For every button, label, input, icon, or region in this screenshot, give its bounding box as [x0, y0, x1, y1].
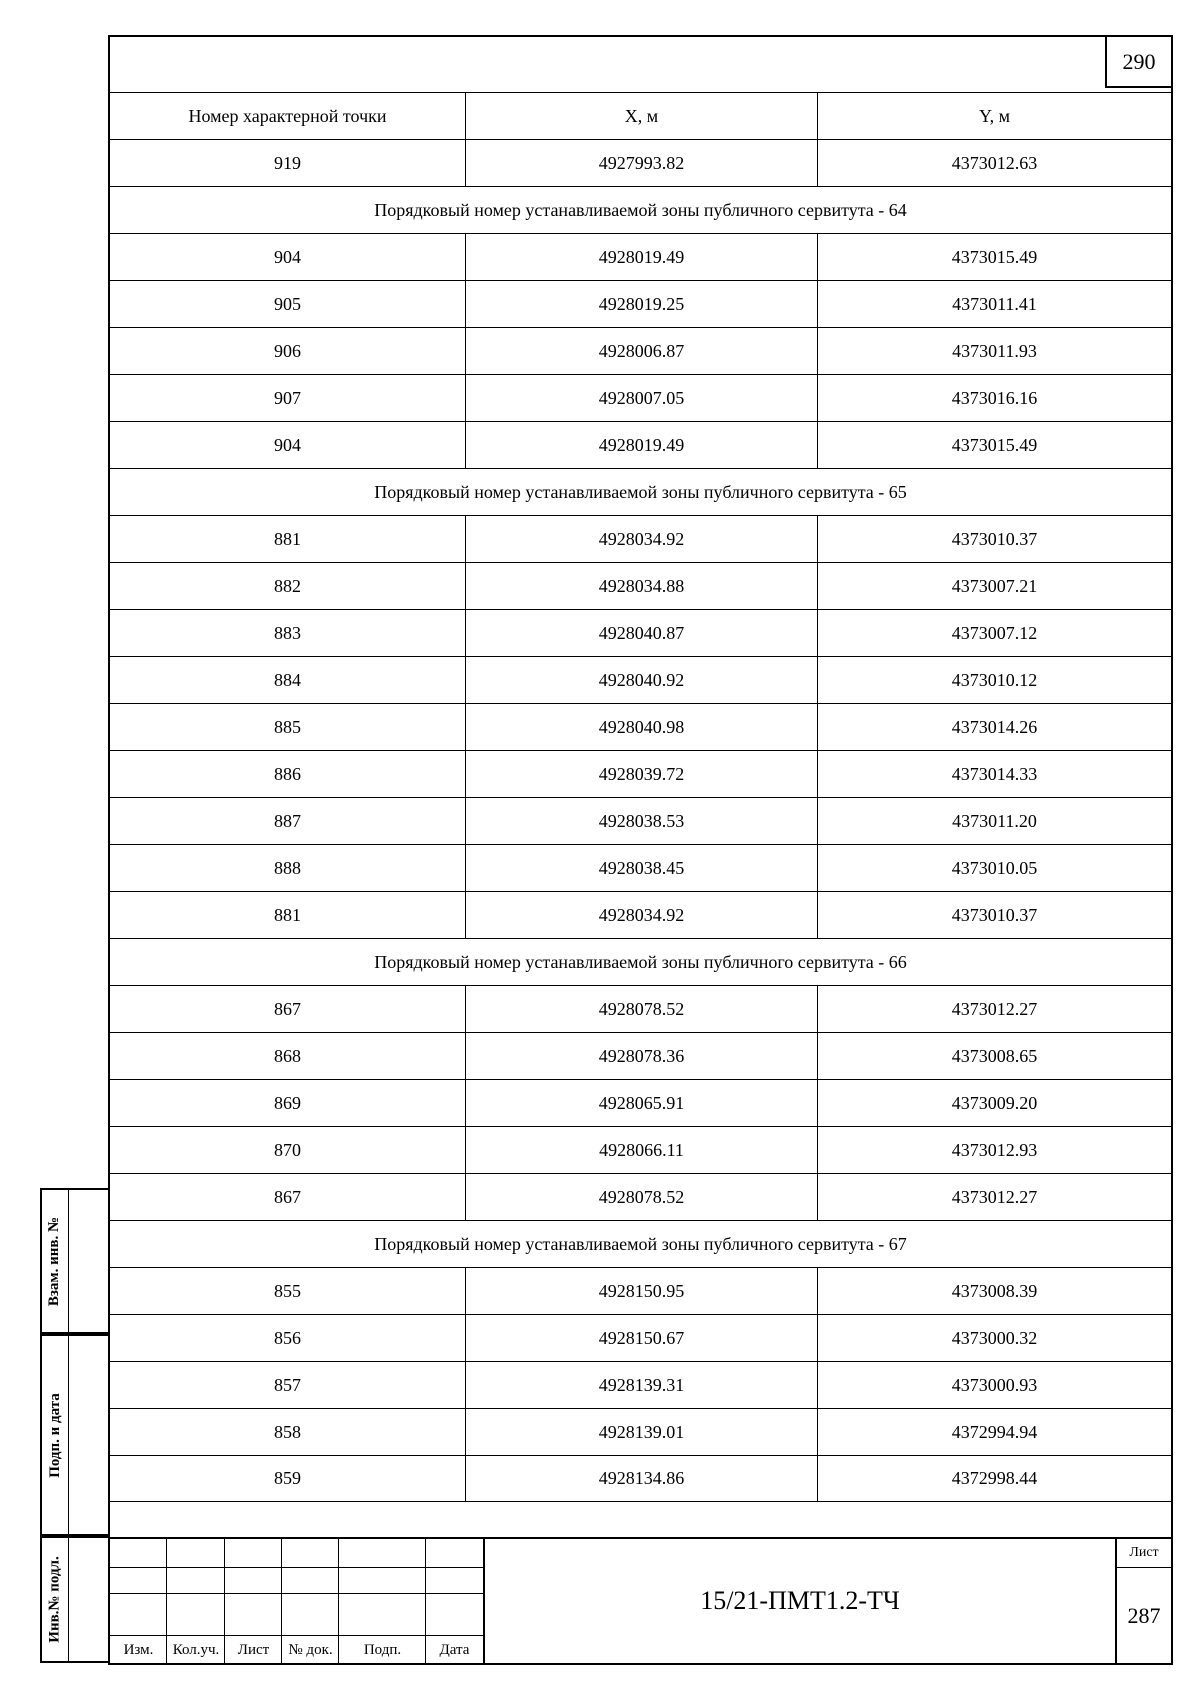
x-coordinate: 4927993.82: [466, 140, 818, 186]
y-coordinate: 4373016.16: [951, 387, 1038, 408]
table-row: [110, 656, 1171, 703]
y-coordinate: 4373000.93: [951, 1374, 1038, 1395]
y-coordinate: 4373012.27: [951, 1186, 1038, 1207]
coordinates-table: [110, 92, 1171, 1502]
x-coordinate: 4928065.91: [466, 1080, 818, 1126]
point-number: 881: [110, 892, 466, 938]
zone-header-row: [110, 186, 1171, 233]
revision-grid: [110, 1539, 485, 1663]
x-coordinate: 4928134.86: [466, 1456, 818, 1501]
label-izm: Изм.: [123, 1642, 154, 1658]
x-coordinate: 4928150.67: [466, 1315, 818, 1361]
point-number: 906: [110, 328, 466, 374]
point-number: 881: [110, 516, 466, 562]
point-number: 884: [110, 657, 466, 703]
table-row: [110, 1267, 1171, 1314]
sheet-box: [1115, 1539, 1171, 1663]
y-coordinate: 4373012.93: [951, 1139, 1038, 1160]
x-coordinate: 4928019.25: [466, 281, 818, 327]
table-row: [110, 1079, 1171, 1126]
point-number: 867: [110, 1174, 466, 1220]
y-coordinate: 4373010.37: [951, 528, 1038, 549]
sheet-label: Лист: [1117, 1539, 1171, 1568]
table-row: [110, 797, 1171, 844]
point-number: 905: [110, 281, 466, 327]
y-coordinate: 4372998.44: [951, 1468, 1038, 1488]
x-coordinate: 4928139.01: [466, 1409, 818, 1455]
header-x: X, м: [466, 93, 818, 139]
y-coordinate: 4373008.39: [951, 1280, 1038, 1301]
document-code: 15/21-ПМТ1.2-ТЧ: [700, 1586, 900, 1615]
x-coordinate: 4928006.87: [466, 328, 818, 374]
point-number: 858: [110, 1409, 466, 1455]
y-coordinate: 4373014.26: [951, 716, 1038, 737]
x-coordinate: 4928019.49: [466, 422, 818, 468]
header-y: Y, м: [978, 105, 1011, 126]
x-coordinate: 4928038.45: [466, 845, 818, 891]
y-coordinate: 4373010.37: [951, 904, 1038, 925]
x-coordinate: 4928034.92: [466, 516, 818, 562]
y-coordinate: 4373015.49: [951, 246, 1038, 267]
table-row: [110, 609, 1171, 656]
table-row: [110, 515, 1171, 562]
table-row: [110, 327, 1171, 374]
sheet-number: 287: [1127, 1603, 1161, 1628]
zone-title: Порядковый номер устанавливаемой зоны публичного сервитута - 64: [374, 199, 907, 220]
side-label-vzam: Взам. инв. №: [46, 1216, 63, 1306]
label-doc-no: № док.: [288, 1642, 333, 1658]
x-coordinate: 4928034.88: [466, 563, 818, 609]
table-row: [110, 844, 1171, 891]
title-block: [110, 1537, 1171, 1663]
point-number: 904: [110, 234, 466, 280]
y-coordinate: 4373012.27: [951, 998, 1038, 1019]
point-number: 857: [110, 1362, 466, 1408]
table-row: [110, 750, 1171, 797]
side-label-inv: Инв.№ подл.: [46, 1556, 63, 1643]
top-page-number: 290: [1105, 37, 1171, 88]
x-coordinate: 4928040.87: [466, 610, 818, 656]
y-coordinate: 4373008.65: [951, 1045, 1038, 1066]
table-row: [110, 1314, 1171, 1361]
point-number: 886: [110, 751, 466, 797]
table-row: [110, 1455, 1171, 1502]
x-coordinate: 4928139.31: [466, 1362, 818, 1408]
y-coordinate: 4373015.49: [951, 434, 1038, 455]
zone-title: Порядковый номер устанавливаемой зоны публичного сервитута - 65: [374, 481, 907, 502]
point-number: 855: [110, 1268, 466, 1314]
zone-header-row: [110, 938, 1171, 985]
side-box-inv: [40, 1536, 108, 1663]
point-number: 859: [110, 1456, 466, 1501]
label-podp: Подп.: [363, 1642, 402, 1658]
point-number: 888: [110, 845, 466, 891]
y-coordinate: 4372994.94: [951, 1421, 1038, 1442]
point-number: 856: [110, 1315, 466, 1361]
point-number: 919: [110, 140, 466, 186]
table-row: [110, 1361, 1171, 1408]
x-coordinate: 4928040.98: [466, 704, 818, 750]
label-data: Дата: [439, 1642, 470, 1658]
y-coordinate: 4373012.63: [951, 152, 1038, 173]
x-coordinate: 4928039.72: [466, 751, 818, 797]
side-box-podp: [40, 1334, 108, 1536]
point-number: 869: [110, 1080, 466, 1126]
label-kol-uch: Кол.уч.: [172, 1642, 220, 1658]
x-coordinate: 4928078.52: [466, 986, 818, 1032]
y-coordinate: 4373014.33: [951, 763, 1038, 784]
side-box-vzam: [40, 1188, 108, 1334]
table-row: [110, 703, 1171, 750]
x-coordinate: 4928040.92: [466, 657, 818, 703]
table-header-row: [110, 92, 1171, 139]
y-coordinate: 4373010.05: [951, 857, 1038, 878]
y-coordinate: 4373007.21: [951, 575, 1038, 596]
x-coordinate: 4928007.05: [466, 375, 818, 421]
point-number: 907: [110, 375, 466, 421]
table-row: [110, 1173, 1171, 1220]
x-coordinate: 4928038.53: [466, 798, 818, 844]
table-row: [110, 421, 1171, 468]
zone-header-row: [110, 1220, 1171, 1267]
x-coordinate: 4928034.92: [466, 892, 818, 938]
x-coordinate: 4928078.36: [466, 1033, 818, 1079]
zone-title: Порядковый номер устанавливаемой зоны публичного сервитута - 67: [374, 1233, 907, 1254]
point-number: 882: [110, 563, 466, 609]
header-point: Номер характерной точки: [110, 93, 466, 139]
point-number: 904: [110, 422, 466, 468]
zone-title: Порядковый номер устанавливаемой зоны публичного сервитута - 66: [374, 951, 907, 972]
table-row: [110, 280, 1171, 327]
point-number: 887: [110, 798, 466, 844]
y-coordinate: 4373011.20: [952, 810, 1037, 831]
table-row: [110, 139, 1171, 186]
x-coordinate: 4928150.95: [466, 1268, 818, 1314]
page-frame: [108, 35, 1173, 1665]
table-row: [110, 985, 1171, 1032]
table-row: [110, 374, 1171, 421]
x-coordinate: 4928078.52: [466, 1174, 818, 1220]
y-coordinate: 4373011.93: [952, 340, 1037, 361]
y-coordinate: 4373009.20: [951, 1092, 1038, 1113]
y-coordinate: 4373011.41: [952, 293, 1037, 314]
x-coordinate: 4928019.49: [466, 234, 818, 280]
table-row: [110, 562, 1171, 609]
y-coordinate: 4373000.32: [951, 1327, 1038, 1348]
table-row: [110, 233, 1171, 280]
y-coordinate: 4373007.12: [951, 622, 1038, 643]
point-number: 870: [110, 1127, 466, 1173]
point-number: 885: [110, 704, 466, 750]
zone-header-row: [110, 468, 1171, 515]
x-coordinate: 4928066.11: [466, 1127, 818, 1173]
table-row: [110, 1126, 1171, 1173]
side-label-podp: Подп. и дата: [46, 1392, 63, 1478]
table-row: [110, 891, 1171, 938]
y-coordinate: 4373010.12: [951, 669, 1038, 690]
label-list: Лист: [237, 1642, 270, 1658]
table-row: [110, 1032, 1171, 1079]
point-number: 867: [110, 986, 466, 1032]
table-row: [110, 1408, 1171, 1455]
point-number: 868: [110, 1033, 466, 1079]
point-number: 883: [110, 610, 466, 656]
